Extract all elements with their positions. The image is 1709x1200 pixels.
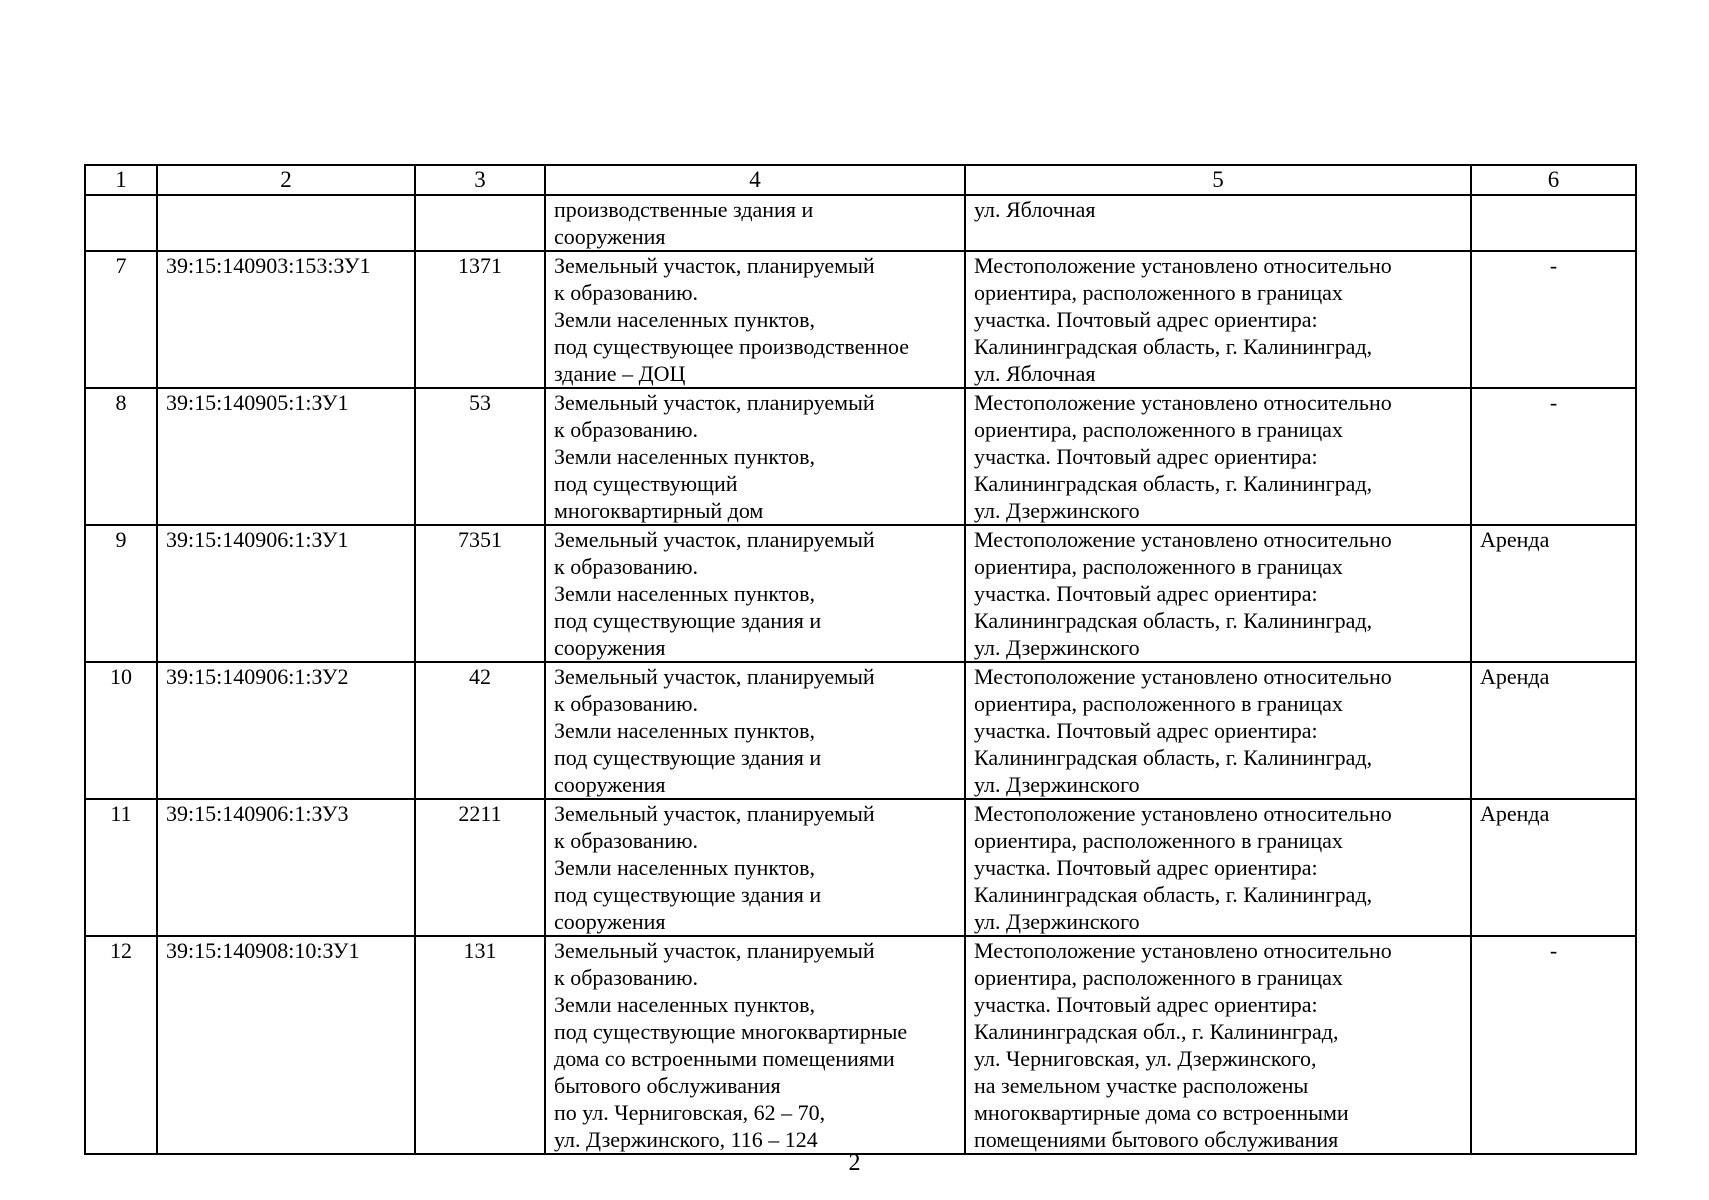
cadastral-number: 39:15:140906:1:ЗУ3: [157, 799, 415, 936]
plot-area: [415, 195, 545, 251]
plot-right: -: [1471, 388, 1636, 525]
plot-area: 42: [415, 662, 545, 799]
table-row: [85, 799, 1636, 936]
plot-description: Земельный участок, планируемый к образованию. Земли населенных пунктов, под существующие здания и сооружения: [545, 799, 965, 936]
column-number-row: [85, 165, 1636, 195]
row-number: 12: [85, 936, 157, 1154]
column-number: 6: [1471, 165, 1636, 195]
land-plots-table: [84, 164, 1637, 1155]
table-row: [85, 525, 1636, 662]
row-number: 7: [85, 251, 157, 388]
cadastral-number: 39:15:140906:1:ЗУ2: [157, 662, 415, 799]
column-number: 4: [545, 165, 965, 195]
plot-area: 53: [415, 388, 545, 525]
table-row: [85, 251, 1636, 388]
column-number: 2: [157, 165, 415, 195]
plot-location: Местоположение установлено относительно ориентира, расположенного в границах участка. Почтовый адрес ориентира: Калининградская область, г. Калининград, ул. Яблочная: [965, 251, 1471, 388]
plot-description: Земельный участок, планируемый к образованию. Земли населенных пунктов, под существующее производственное здание – ДОЦ: [545, 251, 965, 388]
cadastral-number: 39:15:140906:1:ЗУ1: [157, 525, 415, 662]
plot-location: Местоположение установлено относительно ориентира, расположенного в границах участка. Почтовый адрес ориентира: Калининградская обл., г. Калининград, ул. Черниговская, ул. Дзержинского, на земельном участке расположены многоквартирные дома со встроенными помещениями бытового обслуживания: [965, 936, 1471, 1154]
plot-area: 1371: [415, 251, 545, 388]
plot-right: Аренда: [1471, 799, 1636, 936]
plot-location: Местоположение установлено относительно ориентира, расположенного в границах участка. Почтовый адрес ориентира: Калининградская область, г. Калининград, ул. Дзержинского: [965, 662, 1471, 799]
plot-location: Местоположение установлено относительно ориентира, расположенного в границах участка. Почтовый адрес ориентира: Калининградская область, г. Калининград, ул. Дзержинского: [965, 525, 1471, 662]
row-number: 10: [85, 662, 157, 799]
table-row: [85, 195, 1636, 251]
plot-description: производственные здания и сооружения: [545, 195, 965, 251]
plot-right: [1471, 195, 1636, 251]
plot-description: Земельный участок, планируемый к образованию. Земли населенных пунктов, под существующие многоквартирные дома со встроенными помещениями бытового обслуживания по ул. Черниговская, 62 – 70, ул. Дзержинского, 116 – 124: [545, 936, 965, 1154]
plot-description: Земельный участок, планируемый к образованию. Земли населенных пунктов, под существующие здания и сооружения: [545, 525, 965, 662]
plot-area: 131: [415, 936, 545, 1154]
plot-description: Земельный участок, планируемый к образованию. Земли населенных пунктов, под существующий многоквартирный дом: [545, 388, 965, 525]
column-number: 5: [965, 165, 1471, 195]
plot-right: Аренда: [1471, 525, 1636, 662]
plot-location: ул. Яблочная: [965, 195, 1471, 251]
plot-location: Местоположение установлено относительно ориентира, расположенного в границах участка. Почтовый адрес ориентира: Калининградская область, г. Калининград, ул. Дзержинского: [965, 799, 1471, 936]
row-number: 8: [85, 388, 157, 525]
row-number: [85, 195, 157, 251]
row-number: 9: [85, 525, 157, 662]
cadastral-number: [157, 195, 415, 251]
plot-description: Земельный участок, планируемый к образованию. Земли населенных пунктов, под существующие здания и сооружения: [545, 662, 965, 799]
cadastral-number: 39:15:140908:10:ЗУ1: [157, 936, 415, 1154]
table-row: [85, 936, 1636, 1154]
column-number: 3: [415, 165, 545, 195]
table-row: [85, 662, 1636, 799]
page-number: 2: [848, 1150, 861, 1176]
cadastral-number: 39:15:140903:153:ЗУ1: [157, 251, 415, 388]
table-row: [85, 388, 1636, 525]
plot-area: 7351: [415, 525, 545, 662]
plot-location: Местоположение установлено относительно ориентира, расположенного в границах участка. Почтовый адрес ориентира: Калининградская область, г. Калининград, ул. Дзержинского: [965, 388, 1471, 525]
plot-area: 2211: [415, 799, 545, 936]
plot-right: -: [1471, 251, 1636, 388]
plot-right: -: [1471, 936, 1636, 1154]
plot-right: Аренда: [1471, 662, 1636, 799]
cadastral-number: 39:15:140905:1:ЗУ1: [157, 388, 415, 525]
row-number: 11: [85, 799, 157, 936]
column-number: 1: [85, 165, 157, 195]
